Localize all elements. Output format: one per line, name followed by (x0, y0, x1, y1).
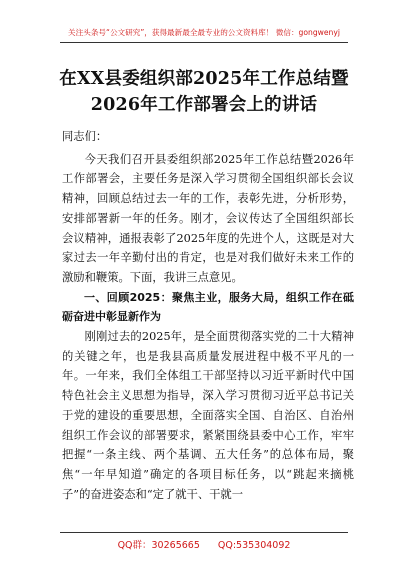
title-line-1: 在XX县委组织部2025年工作总结暨 (59, 69, 349, 89)
qq-group-number: QQ群：30265665 (117, 540, 200, 551)
header-note: 关注头条号“公文研究”，获得最新最全最专业的公文资料库！ 微信：gongwenyj (68, 28, 340, 37)
section-heading-1: 一、回顾2025：聚焦主业，服务大局，组织工作在砥砺奋进中彰显新作为 (62, 290, 354, 324)
document-body (62, 127, 354, 504)
paragraph-review: 刚刚过去的2025年，是全面贯彻落实党的二十大精神的关键之年，也是我县高质量发展进程中极不平凡的一年。一年来，我们全体组工干部坚持以习近平新时代中国特色社会主义思想为指导，深入学习贯彻习近平总书记关于党的建设的重要思想，全面落实全国、自治区、自治州组织工作会议的部署要求，紧紧围绕县委中心工作，牢牢把握“一条主线、两个基调、五大任务”的总体布局，聚焦“一年早知道”确定的各项目标任务，以“跳起来摘桃子”的奋进姿态和“定了就干、干就一 (62, 330, 354, 501)
qq-number: QQ:535304092 (217, 540, 291, 551)
footer-divider (60, 532, 348, 533)
document-title (0, 66, 408, 118)
title-line-2: 2026年工作部署会上的讲话 (90, 95, 318, 115)
paragraph-intro: 今天我们召开县委组织部2025年工作总结暨2026年工作部署会，主要任务是深入学习贯彻全国组织部长会议精神，回顾总结过去一年的工作，表彰先进，分析形势，安排部署新一年的任务。刚才，会议传达了全国组织部长会议精神，通报表彰了2025年度的先进个人，这既是对大家过去一年辛勤付出的肯定，也是对我们做好未来工作的激励和鞭策。下面，我讲三点意见。 (62, 152, 354, 284)
salutation: 同志们： (62, 130, 108, 143)
header-divider (60, 42, 348, 43)
footer-contacts (0, 537, 408, 551)
